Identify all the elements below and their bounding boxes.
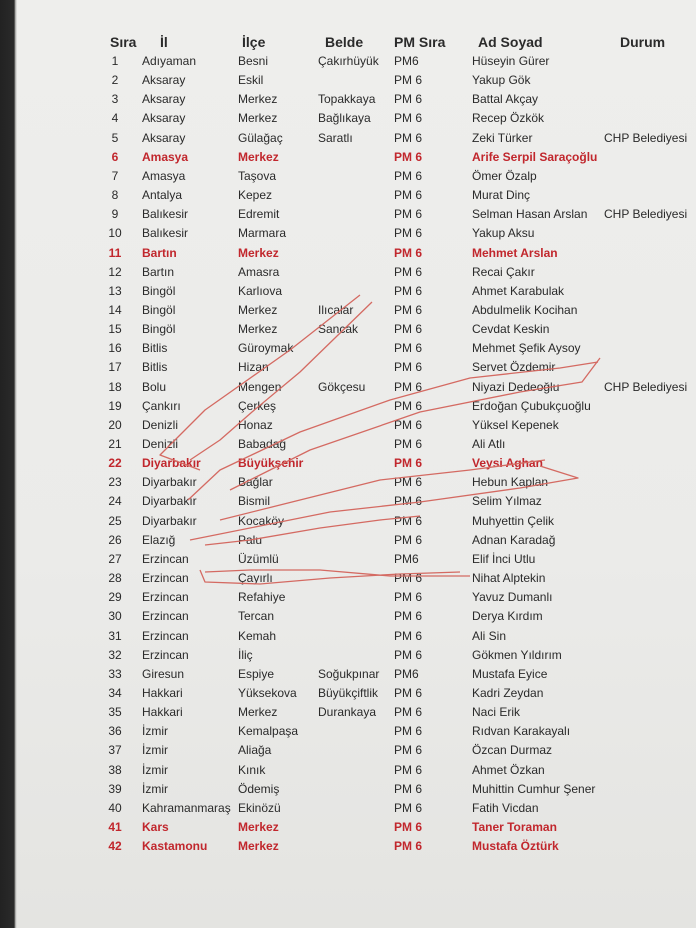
cell-ilce: Honaz — [238, 417, 273, 432]
cell-il: İzmir — [142, 724, 168, 739]
cell-ad: Muhyettin Çelik — [472, 513, 555, 528]
cell-no: 15 — [108, 322, 122, 337]
cell-ilce: Babadağ — [238, 437, 287, 451]
cell-pm: PM 6 — [394, 571, 423, 586]
cell-belde: Durankaya — [318, 705, 377, 720]
cell-no: 11 — [108, 245, 122, 260]
cell-il: Balıkesir — [142, 207, 189, 222]
cell-ilce: Merkez — [238, 820, 279, 834]
cell-ad: Yavuz Dumanlı — [472, 590, 553, 605]
cell-il: Hakkari — [142, 685, 183, 700]
cell-pm: PM 6 — [394, 437, 423, 451]
cell-no: 28 — [108, 571, 122, 586]
cell-belde: Çakırhüyük — [318, 54, 379, 68]
cell-il: Denizli — [142, 417, 179, 432]
cell-ad: Hebun Kaplan — [472, 475, 549, 490]
cell-ilce: Merkez — [238, 149, 279, 164]
cell-pm: PM 6 — [394, 360, 423, 375]
cell-pm: PM 6 — [394, 417, 423, 432]
cell-no: 38 — [108, 762, 122, 777]
cell-ilce: Bağlar — [238, 475, 273, 490]
cell-il: Hakkari — [142, 705, 183, 720]
cell-no: 22 — [108, 456, 122, 471]
cell-ilce: Taşova — [238, 168, 277, 183]
cell-il: Diyarbakır — [142, 456, 201, 471]
cell-ad: Taner Toraman — [472, 820, 557, 834]
header-ilce: İlçe — [242, 34, 266, 50]
cell-no: 4 — [111, 111, 119, 126]
cell-pm: PM 6 — [394, 743, 423, 758]
cell-ad: Ali Atlı — [472, 437, 506, 451]
cell-ad: Ahmet Karabulak — [472, 283, 565, 298]
cell-il: Aksaray — [142, 73, 186, 88]
header-sira: Sıra — [110, 34, 137, 50]
cell-il: Erzincan — [142, 609, 189, 624]
cell-no: 5 — [111, 130, 119, 145]
cell-il: Bartın — [142, 264, 175, 279]
cell-no: 26 — [108, 532, 122, 547]
cell-ad: Yakup Aksu — [472, 226, 535, 241]
cell-il: Bitlis — [142, 341, 168, 356]
cell-pm: PM 6 — [394, 302, 423, 317]
cell-il: Amasya — [142, 149, 189, 164]
cell-ad: Fatih Vicdan — [472, 800, 539, 815]
cell-ilce: Marmara — [238, 226, 287, 241]
cell-il: Erzincan — [142, 628, 189, 643]
cell-il: Adıyaman — [142, 54, 197, 68]
cell-il: Giresun — [142, 666, 185, 681]
cell-pm: PM 6 — [394, 724, 423, 739]
scribble-line-6 — [220, 460, 545, 520]
cell-il: Bitlis — [142, 360, 168, 375]
cell-pm: PM 6 — [394, 839, 423, 854]
cell-ilce: Büyükşehir — [238, 456, 304, 471]
cell-no: 1 — [111, 54, 119, 68]
cell-no: 41 — [108, 820, 122, 834]
cell-pm: PM 6 — [394, 609, 423, 624]
cell-no: 37 — [108, 743, 122, 758]
cell-pm: PM 6 — [394, 628, 423, 643]
cell-ilce: Besni — [238, 54, 269, 68]
cell-il: İzmir — [142, 781, 168, 796]
cell-ad: Derya Kırdım — [472, 609, 543, 624]
cell-ilce: Merkez — [238, 111, 278, 126]
cell-ad: Nihat Alptekin — [472, 571, 546, 586]
cell-ilce: Merkez — [238, 839, 279, 854]
cell-no: 2 — [111, 73, 119, 88]
cell-ad: Selman Hasan Arslan — [472, 207, 588, 222]
cell-il: Bartın — [142, 245, 177, 260]
scribble-line-8 — [200, 570, 460, 584]
cell-il: Kastamonu — [142, 839, 208, 854]
cell-pm: PM 6 — [394, 322, 423, 337]
cell-no: 25 — [108, 513, 122, 528]
cell-ad: Cevdat Keskin — [472, 322, 550, 337]
cell-ad: Ali Sin — [472, 628, 507, 643]
cell-ad: Muhittin Cumhur Şener — [472, 781, 596, 796]
cell-no: 8 — [111, 188, 119, 203]
cell-ilce: Edremit — [238, 207, 280, 222]
cell-pm: PM 6 — [394, 283, 423, 298]
cell-il: Denizli — [142, 437, 179, 451]
cell-il: Amasya — [142, 168, 186, 183]
cell-il: Elazığ — [142, 532, 176, 547]
cell-ilce: Aliağa — [238, 743, 272, 758]
cell-il: Antalya — [142, 188, 183, 203]
cell-ad: Erdoğan Çubukçuoğlu — [472, 398, 591, 413]
cell-pm: PM 6 — [394, 494, 423, 509]
cell-ilce: Kocaköy — [238, 513, 285, 528]
cell-ad: Ahmet Özkan — [472, 762, 545, 777]
cell-ilce: Çayırlı — [238, 571, 273, 586]
cell-no: 33 — [108, 666, 122, 681]
cell-no: 16 — [108, 341, 122, 356]
cell-ilce: Yüksekova — [238, 685, 297, 700]
cell-ad: Yakup Gök — [472, 73, 531, 88]
cell-belde: Sancak — [318, 322, 359, 337]
cell-pm: PM 6 — [394, 685, 423, 700]
cell-no: 7 — [111, 168, 119, 183]
cell-no: 35 — [108, 705, 122, 720]
cell-pm: PM 6 — [394, 647, 423, 662]
cell-no: 39 — [108, 781, 122, 796]
cell-no: 3 — [111, 92, 119, 107]
cell-il: Erzincan — [142, 551, 189, 566]
cell-pm: PM 6 — [394, 264, 423, 279]
cell-pm: PM 6 — [394, 532, 423, 547]
cell-il: Bingöl — [142, 283, 176, 298]
cell-no: 32 — [108, 647, 122, 662]
cell-ilce: Kemalpaşa — [238, 724, 299, 739]
cell-ilce: Bismil — [238, 494, 270, 509]
cell-no: 29 — [108, 590, 122, 605]
cell-pm: PM6 — [394, 666, 419, 681]
cell-ad: Adnan Karadağ — [472, 532, 556, 547]
cell-ad: Niyazi Dedeoğlu — [472, 379, 560, 394]
cell-pm: PM 6 — [394, 111, 423, 126]
scribble-line-3 — [188, 362, 598, 500]
cell-pm: PM 6 — [394, 800, 423, 815]
cell-pm: PM 6 — [394, 475, 423, 490]
cell-il: Erzincan — [142, 571, 189, 586]
scribble-line-5 — [190, 466, 578, 540]
cell-il: Kars — [142, 820, 169, 834]
cell-ilce: Hizan — [238, 360, 269, 375]
cell-ad: Selim Yılmaz — [472, 494, 542, 509]
cell-pm: PM 6 — [394, 456, 423, 471]
header-belde: Belde — [325, 34, 364, 50]
cell-pm: PM 6 — [394, 188, 423, 203]
header-il: İl — [160, 34, 168, 50]
header-ad-soyad: Ad Soyad — [478, 34, 543, 50]
cell-il: Balıkesir — [142, 226, 189, 241]
cell-ad: Hüseyin Gürer — [472, 54, 550, 68]
cell-pm: PM 6 — [394, 820, 423, 834]
cell-ad: Kadri Zeydan — [472, 685, 544, 700]
cell-belde: Saratlı — [318, 130, 353, 145]
cell-belde: Bağlıkaya — [318, 111, 371, 126]
cell-ad: Mustafa Öztürk — [472, 839, 559, 854]
cell-pm: PM 6 — [394, 130, 423, 145]
cell-ilce: Çerkeş — [238, 398, 277, 413]
cell-no: 21 — [108, 437, 122, 451]
cell-ad: Gökmen Yıldırım — [472, 647, 562, 662]
cell-il: Çankırı — [142, 398, 181, 413]
cell-ilce: Tercan — [238, 609, 275, 624]
cell-no: 17 — [108, 360, 122, 375]
cell-belde: Gökçesu — [318, 379, 366, 394]
cell-ad: Ömer Özalp — [472, 168, 537, 183]
cell-pm: PM 6 — [394, 245, 423, 260]
cell-no: 9 — [111, 207, 119, 222]
cell-pm: PM 6 — [394, 398, 423, 413]
cell-no: 13 — [108, 283, 122, 298]
cell-belde: Büyükçiftlik — [318, 685, 379, 700]
cell-pm: PM 6 — [394, 705, 423, 720]
cell-ilce: Eskil — [238, 73, 264, 88]
cell-pm: PM 6 — [394, 341, 423, 356]
cell-ad: Mehmet Arslan — [472, 245, 558, 260]
cell-ilce: Refahiye — [238, 590, 286, 605]
cell-il: Bingöl — [142, 302, 176, 317]
cell-il: Bolu — [142, 379, 167, 394]
cell-ad: Murat Dinç — [472, 188, 531, 203]
cell-ad: Servet Özdemir — [472, 360, 556, 375]
cell-no: 20 — [108, 417, 122, 432]
cell-ad: Veysi Aghan — [472, 456, 543, 471]
cell-ilce: Espiye — [238, 666, 275, 681]
cell-belde: Ilıcalar — [318, 302, 354, 317]
cell-ilce: Gülağaç — [238, 130, 283, 145]
cell-il: Erzincan — [142, 590, 189, 605]
cell-no: 10 — [108, 226, 122, 241]
cell-no: 6 — [111, 149, 119, 164]
cell-ilce: Kınık — [238, 762, 266, 777]
cell-ilce: Kepez — [238, 188, 273, 203]
cell-no: 42 — [108, 839, 122, 854]
cell-il: Diyarbakır — [142, 494, 197, 509]
cell-ad: Özcan Durmaz — [472, 743, 553, 758]
cell-il: Erzincan — [142, 647, 189, 662]
cell-il: Aksaray — [142, 92, 186, 107]
cell-no: 24 — [108, 494, 122, 509]
cell-il: İzmir — [142, 762, 168, 777]
cell-pm: PM 6 — [394, 73, 423, 88]
cell-ilce: Merkez — [238, 245, 279, 260]
scribble-line-2 — [190, 302, 372, 460]
cell-pm: PM 6 — [394, 590, 423, 605]
cell-ad: Recep Özkök — [472, 111, 545, 126]
cell-ilce: Kemah — [238, 628, 277, 643]
cell-no: 12 — [108, 264, 122, 279]
cell-ad: Arife Serpil Saraçoğlu — [472, 149, 598, 164]
cell-ilce: Merkez — [238, 92, 278, 107]
cell-ilce: Mengen — [238, 379, 282, 394]
cell-il: Bingöl — [142, 322, 176, 337]
cell-il: Aksaray — [142, 130, 186, 145]
cell-ilce: Karlıova — [238, 283, 283, 298]
cell-pm: PM 6 — [394, 149, 423, 164]
cell-pm: PM 6 — [394, 513, 423, 528]
cell-durum: CHP Belediyesi — [604, 130, 688, 145]
cell-no: 19 — [108, 398, 122, 413]
cell-no: 23 — [108, 475, 122, 490]
scribble-line-4 — [230, 358, 600, 490]
cell-ilce: Palu — [238, 532, 263, 547]
cell-durum: CHP Belediyesi — [604, 379, 688, 394]
cell-pm: PM 6 — [394, 226, 423, 241]
cell-il: Aksaray — [142, 111, 186, 126]
cell-ad: Abdulmelik Kocihan — [472, 302, 578, 317]
cell-ad: Battal Akçay — [472, 92, 539, 107]
cell-no: 27 — [108, 551, 122, 566]
cell-durum: CHP Belediyesi — [604, 207, 688, 222]
cell-ad: Naci Erik — [472, 705, 521, 720]
cell-pm: PM 6 — [394, 762, 423, 777]
cell-il: İzmir — [142, 743, 168, 758]
cell-no: 36 — [108, 724, 122, 739]
cell-il: Diyarbakır — [142, 475, 197, 490]
cell-ilce: Ödemiş — [238, 781, 280, 796]
header-durum: Durum — [620, 34, 666, 50]
cell-il: Kahramanmaraş — [142, 800, 231, 815]
cell-pm: PM6 — [394, 551, 419, 566]
cell-no: 40 — [108, 800, 122, 815]
cell-belde: Soğukpınar — [318, 666, 380, 681]
cell-no: 18 — [108, 379, 122, 394]
cell-pm: PM 6 — [394, 379, 423, 394]
cell-pm: PM 6 — [394, 92, 423, 107]
cell-ilce: Ekinözü — [238, 800, 281, 815]
header-pm-sira: PM Sıra — [394, 34, 446, 50]
cell-ad: Zeki Türker — [472, 130, 533, 145]
cell-ilce: Merkez — [238, 302, 278, 317]
cell-ad: Mustafa Eyice — [472, 666, 548, 681]
cell-ilce: Merkez — [238, 705, 278, 720]
cell-ad: Elif İnci Utlu — [472, 551, 536, 566]
cell-ilce: İliç — [238, 647, 253, 662]
cell-belde: Topakkaya — [318, 92, 376, 107]
cell-pm: PM 6 — [394, 168, 423, 183]
cell-ad: Rıdvan Karakayalı — [472, 724, 571, 739]
cell-ad: Mehmet Şefik Aysoy — [472, 341, 581, 356]
cell-no: 34 — [108, 685, 122, 700]
cell-no: 31 — [108, 628, 122, 643]
cell-no: 30 — [108, 609, 122, 624]
cell-pm: PM 6 — [394, 207, 423, 222]
cell-no: 14 — [108, 302, 122, 317]
cell-pm: PM 6 — [394, 781, 423, 796]
cell-ilce: Üzümlü — [238, 551, 279, 566]
cell-pm: PM6 — [394, 54, 419, 68]
cell-ilce: Merkez — [238, 322, 278, 337]
cell-ilce: Güroymak — [238, 341, 294, 356]
cell-ad: Recai Çakır — [472, 264, 535, 279]
cell-ad: Yüksel Kepenek — [472, 417, 559, 432]
cell-ilce: Amasra — [238, 264, 280, 279]
cell-il: Diyarbakır — [142, 513, 197, 528]
